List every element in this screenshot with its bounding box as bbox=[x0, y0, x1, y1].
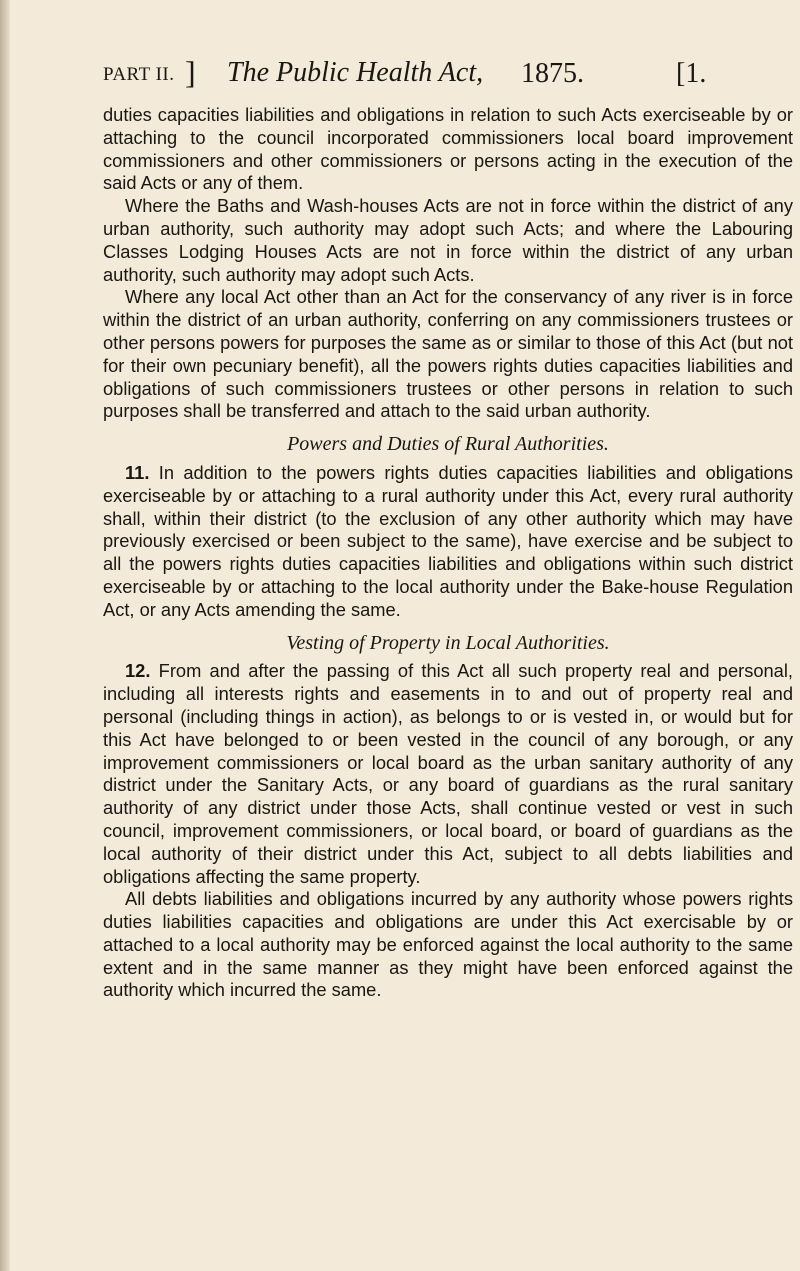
section-number: 11. bbox=[125, 461, 150, 483]
header-bracket: ] bbox=[185, 54, 196, 90]
section-11 bbox=[103, 462, 793, 622]
section-reference: [1. bbox=[676, 58, 707, 89]
section-12 bbox=[103, 660, 793, 888]
paragraph-local-act: Where any local Act other than an Act for the conservancy of any river is in force within the district of an urban authority, conferring on any commissioners trustees or other persons powers for purposes the same as or similar to those of this Act (but not for their own pecuniary benefit), all the powers rights duties capacities liabilities and obligations of such commissioners trustees or other persons in relation to such purposes shall be transferred and attach to the said urban authority. bbox=[103, 286, 793, 422]
section-number: 12. bbox=[125, 660, 151, 682]
paragraph-baths-washhouses: Where the Baths and Wash-houses Acts are not in force within the district of any urban authority, such authority may adopt such Acts; and where the Labouring Classes Lodging Houses Acts are not in force within the district of any urban authority, such authority may adopt such Acts. bbox=[103, 195, 793, 285]
paragraph-continuation: duties capacities liabilities and obligations in relation to such Acts exerciseable by or attaching to the council incorporated commissioners local board improvement commissioners and other commissioners or persons acting in the execution of the said Acts or any of them. bbox=[103, 104, 793, 194]
section-text: From and after the passing of this Act all such property real and personal, including all interests rights and easements in to and out of property real and personal (including things in action), as belongs to or is vested in, or would but for this Act have belonged to or been vested in the council of any borough, or any improvement commissioners or local board as the urban sanitary authority of any district under the Sanitary Acts, or any board of guardians as the rural sanitary authority of any district under those Acts, shall continue vested or vest in such council, improvement commissioners, or local board, or board of guardians as the local authority of their district under this Act, subject to all debts liabilities and obligations affecting the same property. bbox=[103, 660, 793, 887]
running-header bbox=[103, 52, 793, 92]
heading-vesting-property: Vesting of Property in Local Authorities. bbox=[286, 631, 610, 654]
part-label: PART II. bbox=[103, 64, 175, 85]
section-text: In addition to the powers rights duties capacities liabilities and obligations exerciseable by or attaching to a rural authority under this Act, every rural authority shall, within their district (to the exclusion of any other authority which may have previously exercised or been subject to the same), have exercise and be subject to all the powers rights duties capacities liabilities and obligations within such district exerciseable by or attaching to the local authority under the Bake-house Regulation Act, or any Acts amending the same. bbox=[103, 461, 793, 620]
heading-rural-authorities: Powers and Duties of Rural Authorities. bbox=[287, 433, 609, 456]
page-binding-edge bbox=[0, 0, 10, 1271]
page-body bbox=[103, 104, 793, 1002]
paragraph-debts: All debts liabilities and obligations incurred by any authority whose powers rights duties liabilities capacities and obligations are under this Act exercisable by or attached to a local authority may be enforced against the local authority to the same extent and in the same manner as they might have been enforced against the authority which incurred the same. bbox=[103, 888, 793, 1001]
act-year: 1875. bbox=[521, 58, 584, 89]
act-title: The Public Health Act, bbox=[227, 57, 484, 88]
